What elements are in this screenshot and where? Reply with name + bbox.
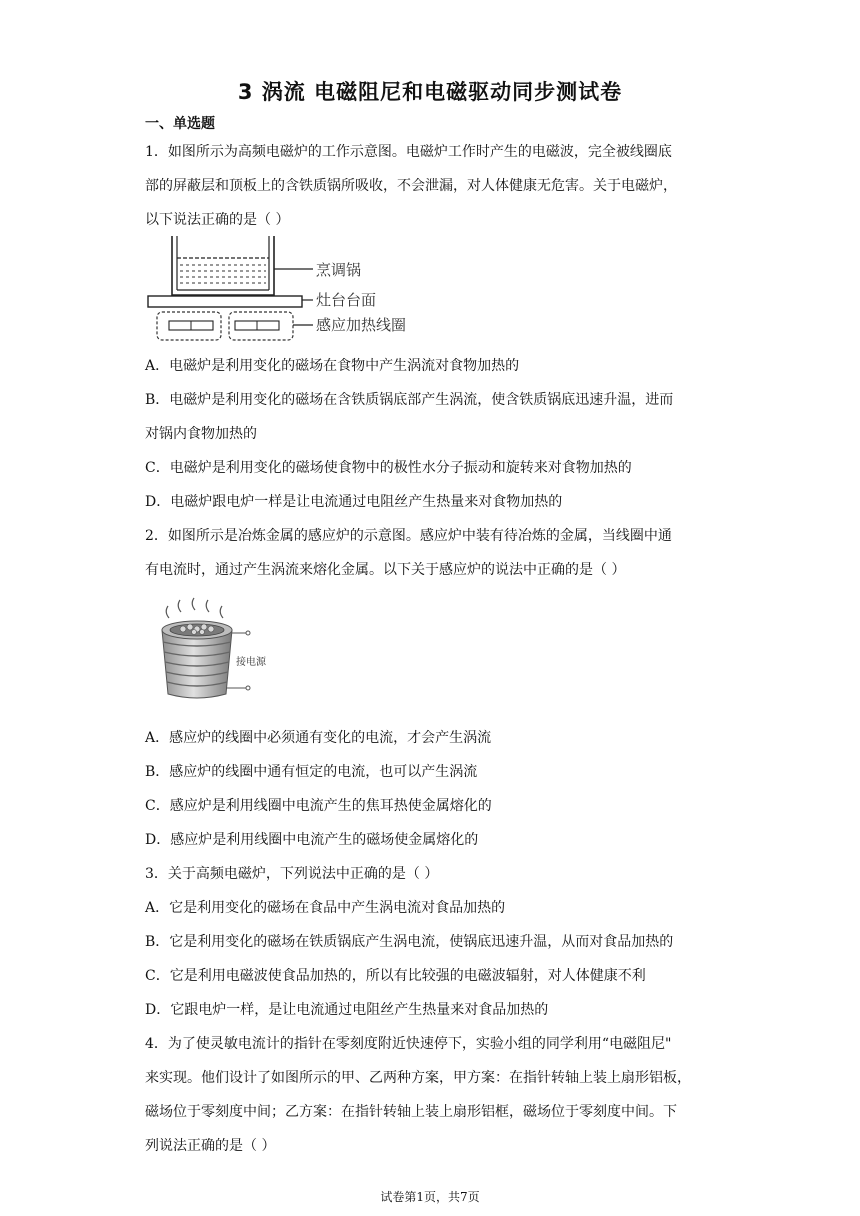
q1-stem-line-1: 1．如图所示为高频电磁炉的工作示意图。电磁炉工作时产生的电磁波，完全被线圈底	[145, 144, 672, 160]
q1-option-b: B．电磁炉是利用变化的磁场在含铁质锅底部产生涡流，使含铁质锅底迅速升温，进而	[145, 392, 674, 408]
heat-waves	[166, 598, 223, 618]
q2-option-b: B．感应炉的线圈中通有恒定的电流，也可以产生涡流	[145, 764, 478, 780]
q2-option-d: D．感应炉是利用线圈中电流产生的磁场使金属熔化的	[145, 832, 479, 848]
induction-coil	[157, 312, 293, 340]
stove-top	[148, 296, 302, 307]
label-power-source: 接电源	[236, 657, 266, 668]
q4-stem-line-1: 4．为了使灵敏电流计的指针在零刻度附近快速停下，实验小组的同学利用“电磁阻尼"	[145, 1036, 672, 1052]
q3-option-d: D．它跟电炉一样，是让电流通过电阻丝产生热量来对食品加热的	[145, 1002, 549, 1018]
q2-option-a: A．感应炉的线圈中必须通有变化的电流，才会产生涡流	[145, 730, 492, 746]
terminal-bottom	[246, 686, 250, 690]
label-cooking-pot: 烹调锅	[316, 261, 362, 279]
q1-option-c: C．电磁炉是利用变化的磁场使食物中的极性水分子振动和旋转来对食物加热的	[145, 460, 632, 476]
q4-stem-line-4: 列说法正确的是（ ）	[145, 1138, 276, 1154]
q4-stem-line-3: 磁场位于零刻度中间；乙方案：在指针转轴上装上扇形铝框，磁场位于零刻度中间。下	[145, 1104, 677, 1120]
label-stove-top: 灶台台面	[316, 291, 377, 309]
q1-stem-line-3: 以下说法正确的是（ ）	[145, 212, 290, 228]
section-heading: 一、单选题	[145, 116, 215, 132]
page-footer: 试卷第1页，共7页	[380, 1190, 480, 1204]
label-induction-coil: 感应加热线圈	[316, 316, 407, 334]
q3-option-b: B．它是利用变化的磁场在铁质锅底产生涡电流，使锅底迅速升温，从而对食品加热的	[145, 934, 674, 950]
q2-option-c: C．感应炉是利用线圈中电流产生的焦耳热使金属熔化的	[145, 798, 492, 814]
q3-stem: 3．关于高频电磁炉，下列说法中正确的是（ ）	[145, 866, 439, 882]
q4-stem-line-2: 来实现。他们设计了如图所示的甲、乙两种方案，甲方案：在指针转轴上装上扇形铝板，	[145, 1070, 691, 1086]
q3-option-c: C．它是利用电磁波使食品加热的，所以有比较强的电磁波辐射，对人体健康不利	[145, 968, 646, 984]
q1-option-d: D．电磁炉跟电炉一样是让电流通过电阻丝产生热量来对食物加热的	[145, 494, 563, 510]
cooking-pot	[172, 236, 274, 295]
induction-furnace-figure	[150, 596, 290, 708]
q1-option-b-cont: 对锅内食物加热的	[145, 426, 257, 442]
q2-stem-line-2: 有电流时，通过产生涡流来熔化金属。以下关于感应炉的说法中正确的是（ ）	[145, 562, 626, 578]
terminal-top	[246, 631, 250, 635]
q1-option-a: A．电磁炉是利用变化的磁场在食物中产生涡流对食物加热的	[145, 358, 520, 374]
induction-cooker-figure	[145, 233, 415, 343]
q2-stem-line-1: 2．如图所示是冶炼金属的感应炉的示意图。感应炉中装有待冶炼的金属，当线圈中通	[145, 528, 672, 544]
q3-option-a: A．它是利用变化的磁场在食品中产生涡电流对食品加热的	[145, 900, 506, 916]
page-title: 3 涡流 电磁阻尼和电磁驱动同步测试卷	[237, 80, 623, 104]
q1-stem-line-2: 部的屏蔽层和顶板上的含铁质锅所吸收，不会泄漏，对人体健康无危害。关于电磁炉，	[145, 178, 677, 194]
